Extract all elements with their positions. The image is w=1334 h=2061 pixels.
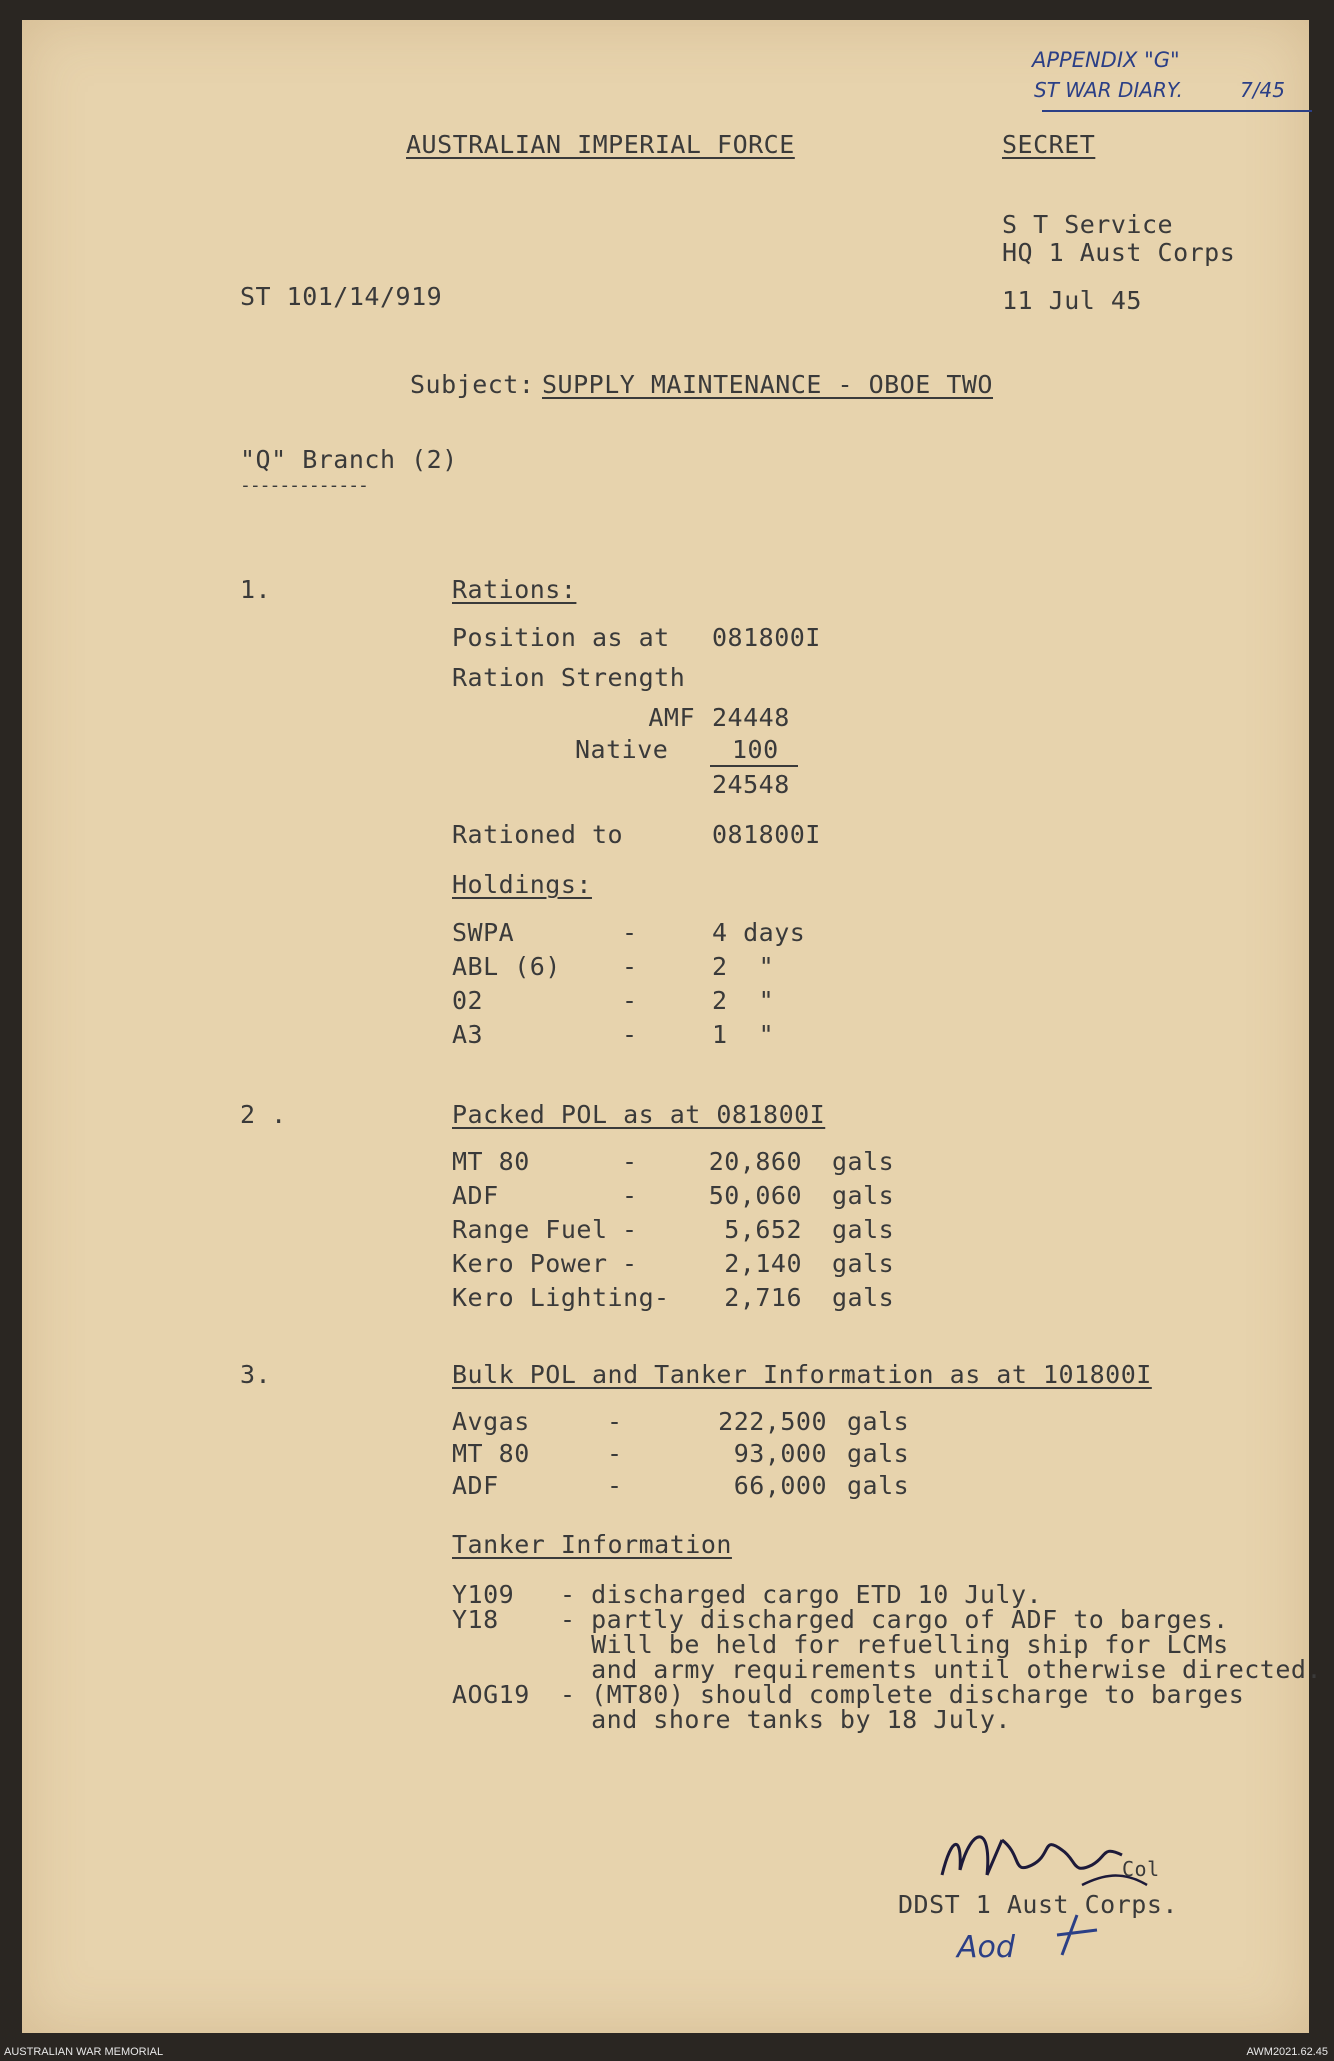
bulk-pol-value: 222,500 [718,1407,827,1436]
section-3-number: 3. [240,1360,272,1389]
holding-dash: - [622,952,638,981]
tanker-id: Y109 [452,1580,515,1609]
tanker-detail: - partly discharged cargo of ADF to barges. [560,1605,1229,1634]
bulk-pol-unit: gals [847,1471,910,1500]
holding-item: ABL (6) [452,952,561,981]
packed-pol-value: 2,716 [724,1283,802,1312]
packed-pol-dash: - [622,1249,638,1278]
section-2-number: 2 . [240,1100,287,1129]
packed-pol-item: Kero Power [452,1249,608,1278]
packed-pol-value: 50,060 [708,1181,802,1210]
handwritten-initials: Aod [957,1930,1015,1965]
bulk-pol-item: MT 80 [452,1439,530,1468]
tanker-detail: - (MT80) should complete discharge to barges [560,1680,1245,1709]
bulk-pol-item: ADF [452,1471,499,1500]
reference-number: ST 101/14/919 [240,282,443,311]
packed-pol-item: MT 80 [452,1147,530,1176]
position-value: 081800I [712,623,821,652]
bulk-pol-dash: - [607,1439,623,1468]
document-date: 11 Jul 45 [1002,286,1142,315]
strength-native-value: 100 [732,735,779,764]
bulk-pol-dash: - [607,1407,623,1436]
tanker-id: Y18 [452,1605,499,1634]
bulk-pol-value: 66,000 [733,1471,827,1500]
tanker-detail: and shore tanks by 18 July. [560,1705,1011,1734]
subject-label: Subject: [410,370,535,399]
bulk-pol-item: Avgas [452,1407,530,1436]
document-title: AUSTRALIAN IMPERIAL FORCE [406,130,795,159]
section-1-heading: Rations: [452,575,577,604]
packed-pol-unit: gals [832,1283,895,1312]
rationed-label: Rationed to [452,820,624,849]
section-2-heading: Packed POL as at 081800I [452,1100,826,1129]
tanker-heading: Tanker Information [452,1530,732,1559]
strength-amf-value: 24448 [712,703,790,732]
packed-pol-item: Range Fuel [452,1215,608,1244]
footer-left: AUSTRALIAN WAR MEMORIAL [4,2046,164,2058]
packed-pol-value: 5,652 [724,1215,802,1244]
classification-label: SECRET [1002,130,1096,159]
tanker-id: AOG19 [452,1680,530,1709]
signature-suffix: Col [1122,1857,1160,1881]
addressee: "Q" Branch (2) [240,445,458,474]
holding-value: 1 " [712,1020,775,1049]
packed-pol-unit: gals [832,1249,895,1278]
addressee-rule: ------------- [240,475,368,496]
holding-dash: - [622,986,638,1015]
war-diary-annotation: ST WAR DIARY. [1034,78,1183,102]
holding-dash: - [622,1020,638,1049]
footer-right: AWM2021.62.45 [1246,2046,1328,2058]
ration-strength-label: Ration Strength [452,663,686,692]
holdings-heading: Holdings: [452,870,592,899]
handwritten-flourish [1052,1910,1112,1960]
packed-pol-dash: - [622,1147,638,1176]
annotation-underline [1042,110,1312,112]
holding-item: SWPA [452,918,515,947]
packed-pol-dash: - [654,1283,670,1312]
section-3-heading: Bulk POL and Tanker Information as at 101800I [452,1360,1152,1389]
tanker-detail: - discharged cargo ETD 10 July. [560,1580,1043,1609]
packed-pol-unit: gals [832,1181,895,1210]
packed-pol-dash: - [622,1215,638,1244]
bulk-pol-unit: gals [847,1439,910,1468]
strength-total: 24548 [712,770,790,799]
signature-designation: DDST 1 Aust Corps. [898,1890,1178,1919]
packed-pol-unit: gals [832,1215,895,1244]
bulk-pol-value: 93,000 [733,1439,827,1468]
holding-item: A3 [452,1020,484,1049]
tanker-detail: Will be held for refuelling ship for LCMs [560,1630,1229,1659]
subject-text: SUPPLY MAINTENANCE - OBOE TWO [542,370,993,399]
appendix-annotation: APPENDIX "G" [1032,48,1180,72]
document-page [22,20,1323,2033]
packed-pol-value: 20,860 [708,1147,802,1176]
holding-value: 2 " [712,986,775,1015]
org-line-2: HQ 1 Aust Corps [1002,238,1236,267]
org-line-1: S T Service [1002,210,1174,239]
packed-pol-unit: gals [832,1147,895,1176]
strength-amf-label: AMF [648,703,695,732]
holding-value: 2 " [712,952,775,981]
packed-pol-dash: - [622,1181,638,1210]
packed-pol-value: 2,140 [724,1249,802,1278]
bulk-pol-unit: gals [847,1407,910,1436]
strength-sum-rule [710,765,798,767]
position-label: Position as at [452,623,670,652]
holding-item: 02 [452,986,484,1015]
holding-value: 4 days [712,918,806,947]
packed-pol-item: Kero Lighting [452,1283,655,1312]
section-1-number: 1. [240,575,272,604]
holding-dash: - [622,918,638,947]
bulk-pol-dash: - [607,1471,623,1500]
packed-pol-item: ADF [452,1181,499,1210]
tanker-detail: and army requirements until otherwise directed. [560,1655,1323,1684]
strength-native-label: Native [575,735,669,764]
diary-month-annotation: 7/45 [1240,78,1285,102]
rationed-value: 081800I [712,820,821,849]
